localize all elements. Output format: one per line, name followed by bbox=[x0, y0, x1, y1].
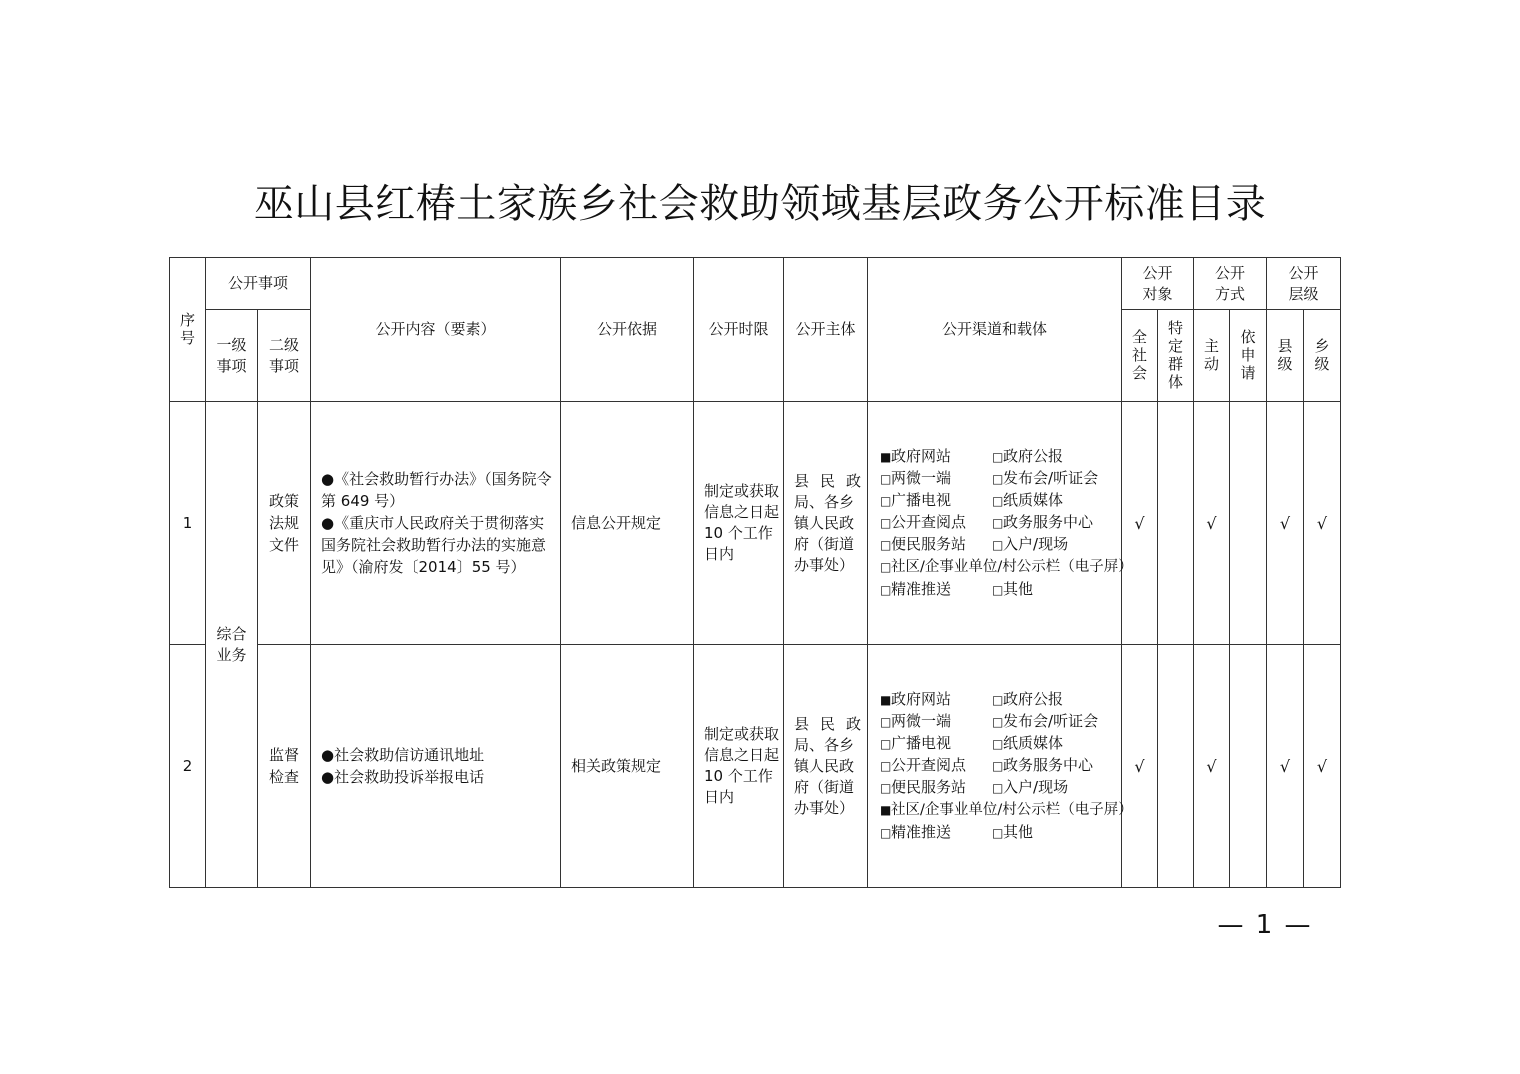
header-mode-request: 依申请 bbox=[1230, 310, 1267, 402]
check-level-town: √ bbox=[1304, 402, 1341, 645]
channel-option: □两微一端 bbox=[880, 468, 952, 487]
check-level-county: √ bbox=[1267, 645, 1304, 888]
check-level-town: √ bbox=[1304, 645, 1341, 888]
channel-option: ■政府网站 bbox=[880, 446, 952, 465]
row-time-limit: 制定或获取信息之日起 10 个工作日内 bbox=[694, 402, 784, 645]
channel-option: □便民服务站 bbox=[880, 534, 967, 553]
check-mode-active: √ bbox=[1194, 402, 1230, 645]
channel-option: □政务服务中心 bbox=[992, 755, 1094, 774]
page-number: — 1 — bbox=[1217, 910, 1313, 940]
row-basis: 相关政策规定 bbox=[561, 645, 694, 888]
row-level2: 监督检查 bbox=[258, 645, 311, 888]
header-seq: 序号 bbox=[170, 258, 206, 402]
channel-option: □精准推送 bbox=[880, 579, 952, 598]
header-basis: 公开依据 bbox=[561, 258, 694, 402]
row-channels bbox=[868, 402, 1133, 645]
channel-option: □政府公报 bbox=[992, 446, 1064, 465]
row-subject: 县民政 局、各乡镇人民政府（街道办事处） bbox=[784, 645, 868, 888]
channel-option: □入户/现场 bbox=[992, 777, 1069, 796]
level1-item: 综合业务 bbox=[206, 402, 258, 888]
header-mode: 公开方式 bbox=[1194, 258, 1267, 310]
channel-option: ■社区/企事业单位/村公示栏（电子屏） bbox=[880, 801, 1133, 818]
channel-option: □社区/企事业单位/村公示栏（电子屏） bbox=[880, 558, 1133, 575]
check-level-county: √ bbox=[1267, 402, 1304, 645]
table-row bbox=[170, 402, 1341, 645]
header-mode-active: 主动 bbox=[1194, 310, 1230, 402]
header-target-all: 全社会 bbox=[1122, 310, 1158, 402]
channel-option: □广播电视 bbox=[880, 490, 952, 509]
channel-option: □便民服务站 bbox=[880, 777, 967, 796]
header-level-county: 县级 bbox=[1267, 310, 1304, 402]
channel-option: □精准推送 bbox=[880, 822, 952, 841]
header-level-town: 乡级 bbox=[1304, 310, 1341, 402]
row-channels bbox=[868, 645, 1133, 888]
channel-option: □两微一端 bbox=[880, 711, 952, 730]
row-basis: 信息公开规定 bbox=[561, 402, 694, 645]
check-target-all: √ bbox=[1122, 645, 1158, 888]
channel-option: □发布会/听证会 bbox=[992, 468, 1099, 487]
page-title: 巫山县红椿土家族乡社会救助领域基层政务公开标准目录 bbox=[253, 181, 1267, 227]
channel-option: ■政府网站 bbox=[880, 689, 952, 708]
check-mode-active: √ bbox=[1194, 645, 1230, 888]
check-target-specific bbox=[1158, 645, 1194, 888]
header-content: 公开内容（要素） bbox=[311, 258, 561, 402]
row-seq: 1 bbox=[170, 402, 206, 645]
header-target: 公开对象 bbox=[1122, 258, 1194, 310]
table-row bbox=[170, 645, 1341, 888]
header-level1: 一级事项 bbox=[206, 310, 258, 402]
row-content bbox=[311, 402, 561, 645]
row-subject: 县民政 局、各乡镇人民政府（街道办事处） bbox=[784, 402, 868, 645]
row-seq: 2 bbox=[170, 645, 206, 888]
channel-option: □广播电视 bbox=[880, 733, 952, 752]
header-time-limit: 公开时限 bbox=[694, 258, 784, 402]
header-subject: 公开主体 bbox=[784, 258, 868, 402]
row-time-limit: 制定或获取信息之日起 10 个工作日内 bbox=[694, 645, 784, 888]
channel-option: □政务服务中心 bbox=[992, 512, 1094, 531]
channel-option: □纸质媒体 bbox=[992, 733, 1064, 752]
header-target-specific: 特定群体 bbox=[1158, 310, 1194, 402]
channel-option: □政府公报 bbox=[992, 689, 1064, 708]
channel-option: □其他 bbox=[992, 579, 1034, 598]
channel-option: □发布会/听证会 bbox=[992, 711, 1099, 730]
content-line: ●社会救助信访通讯地址 bbox=[321, 746, 485, 764]
header-channels: 公开渠道和载体 bbox=[868, 258, 1122, 402]
catalog-table bbox=[169, 257, 1341, 888]
header-level2: 二级事项 bbox=[258, 310, 311, 402]
check-mode-request bbox=[1230, 402, 1267, 645]
channel-option: □其他 bbox=[992, 822, 1034, 841]
content-line: ●《重庆市人民政府关于贯彻落实国务院社会救助暂行办法的实施意见》（渝府发〔2014〕55 号） bbox=[321, 514, 547, 576]
channel-option: □公开查阅点 bbox=[880, 512, 967, 531]
row-content bbox=[311, 645, 561, 888]
channel-option: □纸质媒体 bbox=[992, 490, 1064, 509]
channel-option: □公开查阅点 bbox=[880, 755, 967, 774]
content-line: ●社会救助投诉举报电话 bbox=[321, 768, 485, 786]
header-level: 公开层级 bbox=[1267, 258, 1341, 310]
check-target-specific bbox=[1158, 402, 1194, 645]
header-item-group: 公开事项 bbox=[206, 258, 311, 310]
check-target-all: √ bbox=[1122, 402, 1158, 645]
check-mode-request bbox=[1230, 645, 1267, 888]
content-line: ●《社会救助暂行办法》（国务院令第 649 号） bbox=[321, 470, 552, 510]
channel-option: □入户/现场 bbox=[992, 534, 1069, 553]
row-level2: 政策法规文件 bbox=[258, 402, 311, 645]
